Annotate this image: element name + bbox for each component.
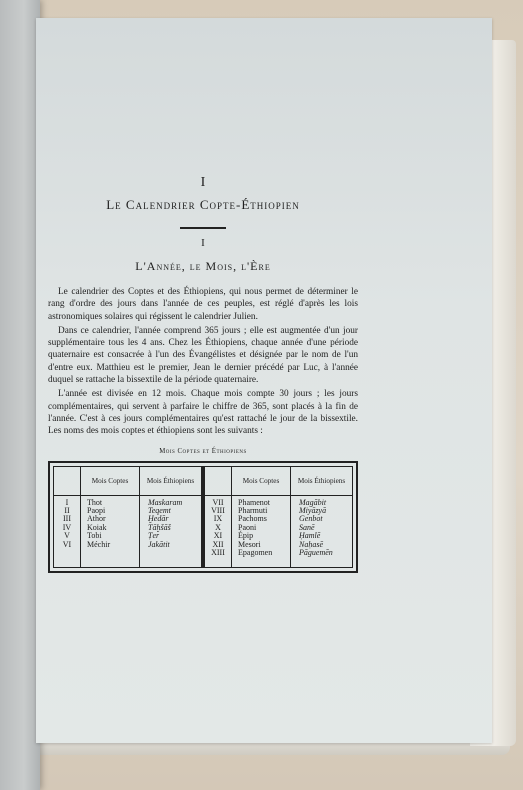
paragraph-2: Dans ce calendrier, l'année comprend 365 jours ; elle est augmentée d'un jour supplémentaire tous les 4 ans. Chez les Éthiopiens, chaque année d'une période quaternaire est consacrée à l'un des Évangélistes et désignée par le nom de l'un d'entre eux. Matthieu est le premier, Jean le dernier précédé par Luc, à l'année duquel se rattache la bissextile de la période quaternaire.: [48, 325, 358, 386]
facing-page: [0, 0, 40, 790]
left-numeral-item: IV: [62, 522, 72, 532]
page-content: [48, 175, 358, 573]
right-ethiopian-month-item: Pāguemēn: [299, 548, 333, 557]
left-coptic-month-item: Thot: [87, 497, 103, 507]
left-numeral-item: I: [65, 497, 69, 507]
left-ethiopian-month-item: Tāḫšāš: [148, 522, 171, 532]
paragraph-3: L'année est divisée en 12 mois. Chaque mois compte 30 jours ; les jours complémentaires, qui servent à parfaire le chiffre de 365, sont placés à la fin de l'année. C'est à ces jours complémentaires qu'est rattaché le jour de la bissextile. Les noms des mois coptes et éthiopiens sont les suivants :: [48, 389, 358, 437]
right-coptic-month-item: Épip: [238, 531, 254, 541]
left-numeral-column: [54, 467, 81, 567]
right-coptic-column: [232, 467, 291, 567]
left-coptic-month-item: Paopi: [87, 505, 106, 515]
months-table-right: [204, 466, 353, 568]
left-numeral-item: VI: [62, 539, 72, 549]
left-coptic-month-item: Koiak: [87, 522, 107, 532]
right-ethiopian-month-item: Ḥamlē: [299, 531, 321, 541]
right-numeral-header: [205, 467, 231, 496]
right-coptic-month-list: [232, 496, 290, 558]
right-coptic-month-item: Pachoms: [238, 514, 267, 524]
left-ethiopian-month-item: Ḫedār: [148, 514, 169, 524]
chapter-title: Le Calendrier Copte-Éthiopien: [106, 197, 300, 212]
left-ethiopian-month-item: Maskaram: [148, 497, 183, 507]
paragraph-1: Le calendrier des Coptes et des Éthiopiens, qui nous permet de déterminer le rang d'ordre des jours dans l'année de ces peuples, est réglé d'après les lois astronomiques solaires qui régissent le calendrier Julien.: [48, 287, 358, 322]
right-numeral-item: XIII: [211, 548, 225, 557]
left-numeral-header: [54, 467, 80, 496]
table-caption: Mois Coptes et Éthiopiens: [159, 447, 247, 455]
right-numeral-item: VIII: [211, 505, 225, 515]
months-table: [48, 461, 358, 573]
right-coptic-month-item: Pharmuti: [238, 505, 268, 515]
months-table-left: [53, 466, 202, 568]
right-ethiopian-header: Mois Éthiopiens: [291, 467, 352, 496]
right-numeral-item: X: [215, 522, 221, 532]
left-coptic-month-list: [81, 496, 139, 549]
left-ethiopian-column: [140, 467, 201, 567]
left-ethiopian-month-item: Ṭer: [148, 531, 160, 541]
right-numeral-item: IX: [213, 514, 223, 524]
left-coptic-month-item: Athor: [87, 514, 106, 524]
left-numeral-list: [54, 496, 80, 549]
title-rule: [180, 227, 226, 229]
left-numeral-item: II: [64, 505, 70, 515]
right-ethiopian-month-item: Sanē: [299, 522, 315, 532]
section-number: I: [201, 237, 205, 249]
right-ethiopian-month-item: Genbot: [299, 514, 323, 524]
right-numeral-item: XII: [212, 539, 224, 549]
right-coptic-month-item: Epagomen: [238, 548, 273, 557]
left-coptic-column: [81, 467, 140, 567]
left-coptic-month-item: Tobi: [87, 531, 102, 541]
left-ethiopian-month-item: Jakātit: [148, 539, 170, 549]
left-ethiopian-header: Mois Éthiopiens: [140, 467, 201, 496]
right-ethiopian-month-item: Naḥasē: [299, 539, 323, 549]
right-coptic-header: Mois Coptes: [232, 467, 290, 496]
right-coptic-month-item: Mesori: [238, 539, 261, 549]
right-coptic-month-item: Phamenot: [238, 497, 270, 507]
section-title: L'Année, le Mois, l'Ère: [135, 259, 271, 273]
right-numeral-column: [205, 467, 232, 567]
right-numeral-item: VII: [212, 497, 224, 507]
right-ethiopian-column: [291, 467, 352, 567]
right-ethiopian-month-item: Magābit: [299, 497, 327, 507]
left-ethiopian-month-item: Teqemt: [148, 505, 171, 515]
left-coptic-month-item: Méchir: [87, 539, 111, 549]
right-numeral-list: [205, 496, 231, 558]
right-ethiopian-month-item: Miyāzyā: [299, 505, 327, 515]
right-numeral-item: XI: [213, 531, 223, 541]
left-ethiopian-month-list: [140, 496, 201, 549]
left-coptic-header: Mois Coptes: [81, 467, 139, 496]
right-ethiopian-month-list: [291, 496, 352, 558]
chapter-number: I: [200, 175, 206, 190]
left-numeral-item: III: [63, 514, 71, 524]
right-coptic-month-item: Paoni: [238, 522, 257, 532]
left-numeral-item: V: [64, 531, 70, 541]
